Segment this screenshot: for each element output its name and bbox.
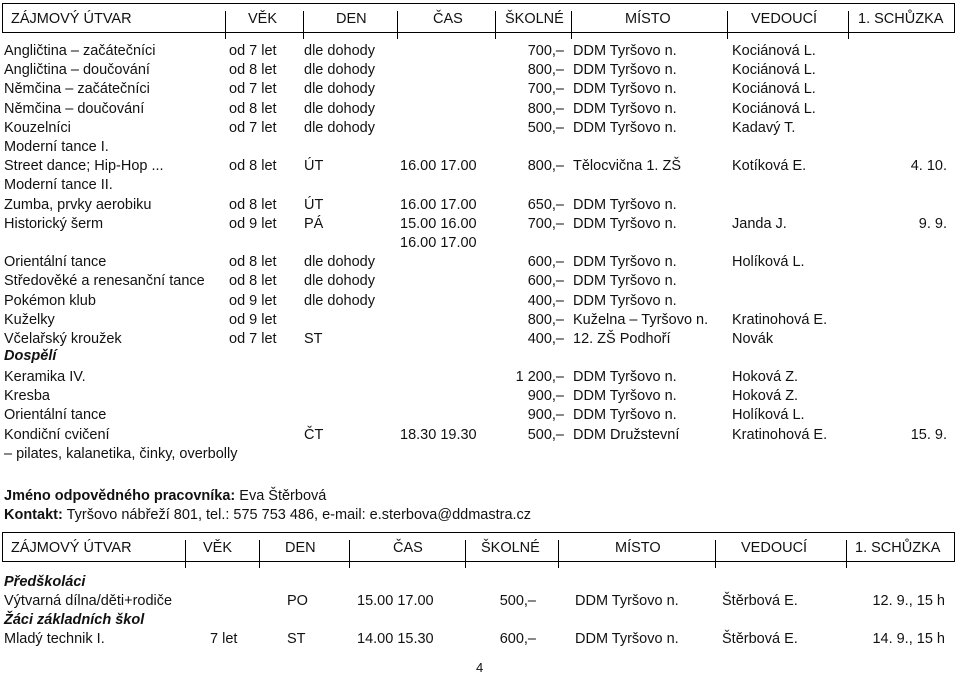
cell-place: DDM Tyršovo n.: [573, 369, 677, 385]
col-header-first-meeting: 1. SCHŮZKA: [858, 11, 944, 27]
cell-age: od 8 let: [229, 100, 277, 117]
cell-time: 16.00 17.00: [400, 196, 477, 213]
responsible-person: Jméno odpovědného pracovníka: Eva Štěrbová: [4, 488, 327, 504]
table-row: [0, 427, 960, 447]
cell-name: Výtvarná dílna/děti+rodiče: [4, 593, 173, 609]
cell-time: 15.00 16.00: [400, 215, 477, 232]
cell-age: od 8 let: [229, 273, 277, 290]
table-row: [0, 101, 960, 121]
cell-place: DDM Tyršovo n.: [573, 119, 677, 136]
col-header-leader: VEDOUCÍ: [751, 11, 818, 27]
cell-place: DDM Tyršovo n.: [575, 631, 679, 647]
table-row: [0, 235, 960, 255]
cell-fee: 800,–: [527, 311, 564, 328]
cell-age: od 7 let: [229, 43, 277, 59]
cell-leader: Hoková Z.: [732, 388, 799, 405]
cell-fee: 500,–: [499, 593, 536, 609]
cell-day: PÁ: [304, 215, 324, 232]
cell-day: dle dohody: [304, 254, 375, 271]
cell-leader: Holíková L.: [732, 254, 805, 271]
cell-name: Včelařský kroužek: [4, 331, 122, 347]
cell-day: ST: [304, 331, 323, 347]
cell-name: Kouzelníci: [4, 119, 71, 136]
cell-first: 4. 10.: [910, 158, 947, 175]
cell-fee: 700,–: [527, 215, 564, 232]
cell-time: 16.00 17.00: [400, 158, 477, 175]
cell-fee: 400,–: [527, 292, 564, 309]
cell-age: od 7 let: [229, 119, 277, 136]
cell-fee: 900,–: [527, 388, 564, 405]
cell-name: Street dance; Hip-Hop ...: [4, 158, 164, 175]
section-school: Žáci základních škol: [4, 612, 145, 628]
cell-fee: 650,–: [527, 196, 564, 213]
cell-name: Orientální tance: [4, 407, 107, 424]
table-row: [0, 62, 960, 82]
cell-fee: 800,–: [527, 62, 564, 79]
col-header-time: ČAS: [433, 11, 463, 27]
col-header-activity: ZÁJMOVÝ ÚTVAR: [11, 11, 132, 27]
cell-fee: 700,–: [527, 43, 564, 59]
cell-first: 9. 9.: [918, 215, 947, 232]
cell-name: Historický šerm: [4, 215, 104, 232]
cell-place: DDM Tyršovo n.: [573, 81, 677, 98]
cell-place: DDM Tyršovo n.: [573, 273, 677, 290]
cell-place: DDM Tyršovo n.: [573, 100, 677, 117]
cell-age: 7 let: [210, 631, 238, 647]
table-row: [0, 446, 960, 466]
col-header-age: VĚK: [248, 11, 278, 27]
table-row: [0, 312, 960, 332]
cell-place: DDM Tyršovo n.: [573, 388, 677, 405]
table-row: [0, 81, 960, 101]
cell-name: Angličtina – začátečníci: [4, 43, 156, 59]
cell-day: ST: [287, 631, 306, 647]
cell-fee: 500,–: [527, 119, 564, 136]
cell-place: DDM Tyršovo n.: [573, 407, 677, 424]
cell-name: Orientální tance: [4, 254, 107, 271]
cell-fee: 400,–: [527, 331, 564, 347]
cell-first: 12. 9., 15 h: [872, 593, 945, 609]
cell-fee: 1 200,–: [515, 369, 564, 385]
cell-place: Kuželna – Tyršovo n.: [573, 311, 709, 328]
cell-fee: 500,–: [527, 426, 564, 443]
table-header-2: ZÁJMOVÝ ÚTVAR VĚK DEN ČAS ŠKOLNÉ MÍSTO VEDOUCÍ 1. SCHŮZKA: [2, 532, 955, 562]
cell-day: dle dohody: [304, 81, 375, 98]
table-row: [0, 388, 960, 408]
cell-place: DDM Tyršovo n.: [575, 593, 679, 609]
cell-fee: 600,–: [527, 273, 564, 290]
table-row: [0, 177, 960, 197]
cell-age: od 8 let: [229, 158, 277, 175]
cell-day: PO: [287, 593, 308, 609]
cell-name: Němčina – doučování: [4, 100, 145, 117]
table-row: [0, 120, 960, 140]
cell-age: od 7 let: [229, 81, 277, 98]
cell-fee: 600,–: [499, 631, 536, 647]
cell-leader: Štěrbová E.: [722, 631, 798, 647]
section-adults: Dospělí: [4, 348, 57, 364]
cell-name: Kondiční cvičení: [4, 426, 110, 443]
cell-day: dle dohody: [304, 100, 375, 117]
cell-age: od 9 let: [229, 311, 277, 328]
cell-age: od 8 let: [229, 196, 277, 213]
col-header-place: MÍSTO: [625, 11, 671, 27]
cell-leader: Štěrbová E.: [722, 593, 798, 609]
table-row: [0, 139, 960, 159]
cell-place: Tělocvična 1. ZŠ: [573, 158, 681, 175]
cell-leader: Kratinohová E.: [732, 426, 828, 443]
page-number: 4: [476, 660, 484, 675]
cell-fee: 600,–: [527, 254, 564, 271]
cell-fee: 900,–: [527, 407, 564, 424]
cell-name: Mladý technik I.: [4, 631, 105, 647]
cell-name: Pokémon klub: [4, 292, 96, 309]
cell-day: dle dohody: [304, 62, 375, 79]
table-row: [0, 254, 960, 274]
cell-leader: Holíková L.: [732, 407, 805, 424]
table-row: [0, 407, 960, 427]
table-row: [0, 273, 960, 293]
cell-day: dle dohody: [304, 273, 375, 290]
cell-age: od 9 let: [229, 292, 277, 309]
cell-place: DDM Tyršovo n.: [573, 43, 677, 59]
table-row: [0, 216, 960, 236]
cell-name: Kuželky: [4, 311, 55, 328]
cell-leader: Hoková Z.: [732, 369, 799, 385]
cell-age: od 8 let: [229, 62, 277, 79]
table-row: [0, 631, 960, 651]
cell-name: Zumba, prvky aerobiku: [4, 196, 152, 213]
contact-info: Kontakt: Tyršovo nábřeží 801, tel.: 575 753 486, e-mail: e.sterbova@ddmastra.cz: [4, 507, 532, 523]
cell-leader: Kotíková E.: [732, 158, 807, 175]
cell-leader: Janda J.: [732, 215, 787, 232]
cell-day: ČT: [304, 426, 324, 443]
cell-place: 12. ZŠ Podhoří: [573, 331, 671, 347]
cell-place: DDM Tyršovo n.: [573, 215, 677, 232]
cell-age: od 9 let: [229, 215, 277, 232]
cell-age: od 8 let: [229, 254, 277, 271]
cell-age: od 7 let: [229, 331, 277, 347]
col-header-day: DEN: [336, 11, 367, 27]
cell-place: DDM Tyršovo n.: [573, 254, 677, 271]
table-row: [0, 197, 960, 217]
cell-name: Moderní tance II.: [4, 177, 113, 194]
table-row: [0, 293, 960, 313]
cell-leader: Novák: [732, 331, 774, 347]
cell-place: DDM Tyršovo n.: [573, 196, 677, 213]
cell-first: 14. 9., 15 h: [872, 631, 945, 647]
cell-day: dle dohody: [304, 43, 375, 59]
table-row: [0, 158, 960, 178]
cell-name: Angličtina – doučování: [4, 62, 150, 79]
table-header-1: [2, 3, 955, 33]
section-preschool: Předškoláci: [4, 574, 86, 590]
cell-time: 14.00 15.30: [357, 631, 434, 647]
cell-place: DDM Tyršovo n.: [573, 292, 677, 309]
cell-leader: Kociánová L.: [732, 100, 816, 117]
cell-fee: 800,–: [527, 158, 564, 175]
cell-time: 15.00 17.00: [357, 593, 434, 609]
cell-name: Moderní tance I.: [4, 139, 109, 155]
cell-leader: Kratinohová E.: [732, 311, 828, 328]
cell-leader: Kociánová L.: [732, 81, 816, 98]
cell-place: DDM Tyršovo n.: [573, 62, 677, 79]
cell-name: Němčina – začátečníci: [4, 81, 150, 98]
cell-name: – pilates, kalanetika, činky, overbolly: [4, 445, 238, 462]
table-row: [0, 369, 960, 389]
table-row: [0, 43, 960, 63]
cell-first: 15. 9.: [910, 426, 947, 443]
table-row: [0, 593, 960, 613]
cell-day: ÚT: [304, 196, 324, 213]
col-header-fee: ŠKOLNÉ: [505, 11, 564, 27]
cell-fee: 800,–: [527, 100, 564, 117]
cell-day: dle dohody: [304, 119, 375, 136]
cell-time: 18.30 19.30: [400, 426, 477, 443]
cell-name: Kresba: [4, 388, 50, 405]
cell-day: dle dohody: [304, 292, 375, 309]
cell-day: ÚT: [304, 158, 324, 175]
cell-leader: Kociánová L.: [732, 43, 816, 59]
cell-leader: Kadavý T.: [732, 119, 796, 136]
cell-place: DDM Družstevní: [573, 426, 680, 443]
cell-leader: Kociánová L.: [732, 62, 816, 79]
cell-fee: 700,–: [527, 81, 564, 98]
cell-name: Keramika IV.: [4, 369, 86, 385]
cell-time: 16.00 17.00: [400, 235, 477, 251]
cell-name: Středověké a renesanční tance: [4, 273, 205, 290]
